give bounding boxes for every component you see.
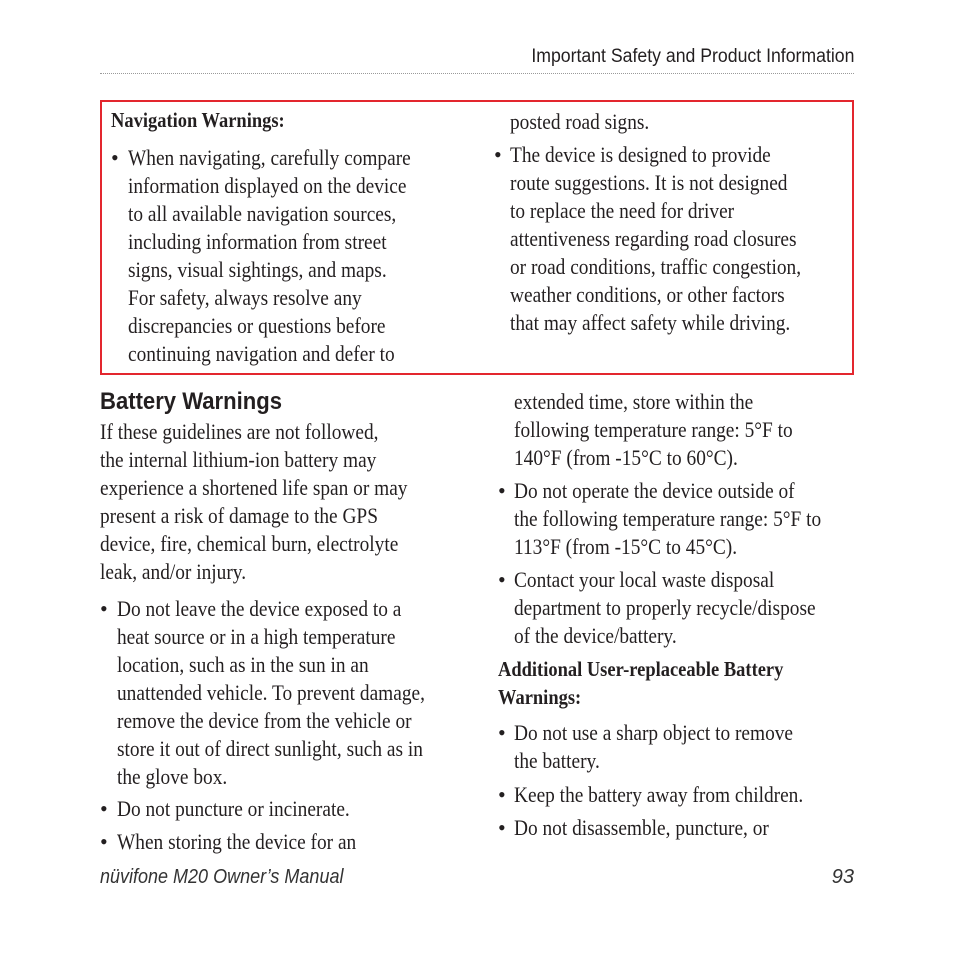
additional-bullet3-line: Do not disassemble, puncture, or [514, 815, 769, 840]
bullet-marker: • [498, 815, 506, 840]
battery-bullet3-line: extended time, store within the [514, 389, 754, 414]
battery-bullet5-line: department to properly recycle/dispose [514, 595, 816, 620]
header-title: Important Safety and Product Information [530, 46, 854, 67]
battery-bullet3-line: When storing the device for an [117, 829, 357, 854]
nav-bullet2-line: route suggestions. It is not designed [510, 170, 788, 195]
battery-bullet1-line: heat source or in a high temperature [117, 624, 396, 649]
additional-warnings-heading: Warnings: [498, 685, 582, 709]
additional-bullet2-line: Keep the battery away from children. [514, 782, 804, 807]
battery-bullet1-line: location, such as in the sun in an [117, 652, 369, 677]
nav-bullet2-line: weather conditions, or other factors [510, 282, 785, 307]
nav-bullet1-line: For safety, always resolve any [128, 285, 362, 310]
battery-bullet5-line: of the device/battery. [514, 623, 677, 648]
bullet-marker: • [111, 145, 119, 170]
additional-bullet1-line: the battery. [514, 748, 600, 773]
additional-warnings-heading: Additional User-replaceable Battery [498, 657, 784, 681]
nav-bullet1-line: information displayed on the device [128, 173, 407, 198]
bullet-marker: • [100, 596, 108, 621]
battery-bullet3-line: following temperature range: 5°F to [514, 417, 793, 442]
nav-bullet1-line: When navigating, carefully compare [128, 145, 411, 170]
battery-bullet1-line: the glove box. [117, 764, 228, 789]
nav-bullet1-line: signs, visual sightings, and maps. [128, 257, 387, 282]
battery-bullet1-line: store it out of direct sunlight, such as in [117, 736, 423, 761]
battery-bullet4-line: the following temperature range: 5°F to [514, 506, 822, 531]
nav-bullet1-line: discrepancies or questions before [128, 313, 386, 338]
battery-intro-line: present a risk of damage to the GPS [100, 503, 378, 528]
page-number: 93 [831, 866, 854, 888]
additional-bullet1-line: Do not use a sharp object to remove [514, 720, 794, 745]
battery-bullet1-line: remove the device from the vehicle or [117, 708, 412, 733]
battery-bullet4-line: 113°F (from -15°C to 45°C). [514, 534, 738, 559]
nav-bullet2-line: or road conditions, traffic congestion, [510, 254, 802, 279]
bullet-marker: • [498, 567, 506, 592]
battery-warnings-heading: Battery Warnings [100, 388, 282, 415]
nav-bullet2-line: that may affect safety while driving. [510, 310, 791, 335]
header-divider [100, 73, 854, 74]
battery-intro-line: device, fire, chemical burn, electrolyte [100, 531, 399, 556]
battery-bullet5-line: Contact your local waste disposal [514, 567, 775, 592]
battery-intro-line: If these guidelines are not followed, [100, 419, 379, 444]
nav-bullet1-line: continuing navigation and defer to [128, 341, 395, 366]
bullet-marker: • [498, 782, 506, 807]
battery-intro-line: the internal lithium-ion battery may [100, 447, 377, 472]
bullet-marker: • [100, 796, 108, 821]
nav-bullet1-line: including information from street [128, 229, 387, 254]
navigation-warnings-heading: Navigation Warnings: [111, 108, 285, 132]
battery-bullet1-line: unattended vehicle. To prevent damage, [117, 680, 425, 705]
bullet-marker: • [498, 720, 506, 745]
battery-bullet4-line: Do not operate the device outside of [514, 478, 795, 503]
bullet-marker: • [494, 142, 502, 167]
battery-bullet1-line: Do not leave the device exposed to a [117, 596, 402, 621]
nav-bullet2-line: to replace the need for driver [510, 198, 735, 223]
battery-bullet3-line: 140°F (from -15°C to 60°C). [514, 445, 738, 470]
battery-bullet2-line: Do not puncture or incinerate. [117, 796, 350, 821]
bullet-marker: • [498, 478, 506, 503]
nav-bullet1-line: to all available navigation sources, [128, 201, 397, 226]
nav-bullet1-line: posted road signs. [510, 109, 650, 134]
footer-manual-title: nüvifone M20 Owner’s Manual [100, 866, 344, 888]
battery-intro-line: leak, and/or injury. [100, 559, 247, 584]
nav-bullet2-line: attentiveness regarding road closures [510, 226, 797, 251]
battery-intro-line: experience a shortened life span or may [100, 475, 408, 500]
nav-bullet2-line: The device is designed to provide [510, 142, 771, 167]
bullet-marker: • [100, 829, 108, 854]
